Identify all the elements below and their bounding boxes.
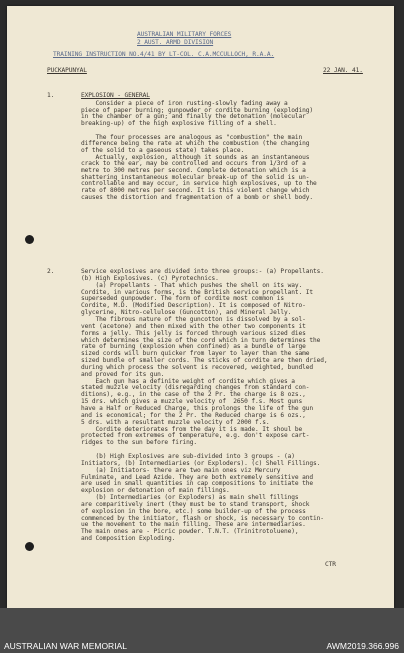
text-line: have a Half or Reduced Charge, this prolongs the life of the gun (81, 405, 314, 412)
text-line: during which process the solvent is recovered, weighted, bundled (81, 363, 314, 371)
text-line: commenced by the initiator, flash or shock, is necessary to contin- (81, 514, 324, 522)
header-line-2: 2 AUST. ARMD DIVISION (137, 39, 214, 46)
text-line: (b) High Explosives. (c) Pyrotechnics. (81, 274, 219, 282)
date: 22 JAN. 41. (323, 67, 363, 74)
text-line: and is economical; for the 2 Pr. the Reduced charge is 6 ozs., (81, 411, 306, 419)
text-line: are used in small quantities in cap compositions to initiate the (81, 480, 314, 488)
text-line: and Composition Exploding. (81, 535, 176, 543)
subject-line: TRAINING INSTRUCTION NO.4/41 BY LT-COL. C.A.MCCULLOCH, R.A.A. (53, 51, 275, 58)
text-line: protected from extremes of temperature, e.g. don't expose cart- (81, 432, 310, 440)
text-line: difference being the rate at which the combustion (the changing (81, 140, 310, 148)
accession-number: AWM2019.366.996 (326, 641, 399, 651)
text-line: and proved for its gun. (81, 370, 165, 378)
text-line: 5 drs. with a resultant muzzle velocity of 2000 f.s. (81, 418, 270, 426)
text-line: Service explosives are divided into three groups:- (a) Propellants. (81, 268, 324, 275)
text-line: causes the distortion and fragmentation of a bomb or shell body. (81, 193, 314, 201)
text-line: of explosion in the bore, etc.) some builder-up of the process (81, 507, 306, 515)
text-line: (b) High Explosives are sub-divided into 3 groups - (a) (81, 452, 295, 460)
punch-hole (25, 235, 34, 244)
text-line: controllable and may occur, in service high explosives, up to the (81, 180, 317, 188)
text-line: explosion or detonation of main fillings. (81, 487, 230, 495)
text-line: (a) Propellants - That which pushes the shell on its way. (81, 281, 303, 289)
text-line: of the solid to a gaseous state) takes place. (81, 146, 245, 154)
text-line: (a) Initiators- there are two main ones viz Mercury (81, 466, 281, 474)
text-line: shattering instantaneous molecular break-up of the solid is un- (81, 173, 310, 181)
text-line: crack to the ear, may be controlled and occurs from 1/3rd of a (81, 160, 306, 168)
text-line: piece of paper burning; gunpowder or cordite burning (exploding) (81, 106, 314, 114)
page-mark: CTR (325, 561, 336, 568)
punch-hole (25, 542, 34, 551)
text-line: Consider a piece of iron rusting-slowly fading away a (81, 100, 288, 107)
text-line: in the chamber of a gun; and finally the detonation (molecular (81, 113, 306, 121)
text-line: 15 drs. which gives a muzzle velocity of 2650 f.s. Most guns (81, 398, 303, 406)
text-line: Cordite deteriorates from the day it is made. It shoul be (81, 425, 303, 433)
text-line: breaking-up) of the high explosive filling of a shell. (81, 120, 277, 128)
text-line: metre to 300 metres per second. Complete detonation which is a (81, 167, 306, 174)
text-line: ridges to the sun before firing. (81, 439, 198, 447)
place: PUCKAPUNYAL (47, 67, 87, 74)
text-line: Each gun has a definite weight of cordite which gives a (81, 377, 295, 385)
text-line: rate of 8000 metres per second. It is this violent change which (81, 187, 310, 195)
text-line: superseded gunpowder. The form of cordite most common is (81, 295, 285, 303)
text-line: The four processes are analogous as "combustion" the main (81, 133, 303, 141)
text-line: Cordite, M.D. (Modified Description). It is composed of Nitro- (81, 302, 306, 310)
text-line: ue the movement to the main filling. These are intermediaries. (81, 521, 306, 529)
institution-label: AUSTRALIAN WAR MEMORIAL (4, 641, 127, 651)
text-line: The fibrous nature of the guncotton is dissolved by a sol- (81, 315, 306, 323)
text-line: which determines the size of the cord which in turn determines the (81, 336, 321, 344)
document-page (7, 6, 394, 608)
archive-footer (0, 608, 404, 653)
text-line: The main ones are - Picric powder. T.N.T. (Trinitrotoluene), (81, 528, 299, 536)
text-line: Initiators, (b) Intermediaries (or Exploders). (c) Shell Fillings. (81, 459, 321, 467)
section-number: 1. (47, 92, 55, 99)
text-line: rate of burning (explosion when confined) as a bundle of large (81, 343, 306, 351)
text-line: Fulminate, and Lead Azide. They are both extremely sensitive and (81, 473, 314, 481)
section-number: 2. (47, 268, 55, 275)
text-line: sized cords will burn quicker from layer to layer than the same (81, 350, 310, 358)
text-line: forms a jelly. This jelly is forced through various sized dies (81, 329, 306, 337)
header-line-1: AUSTRALIAN MILITARY FORCES (137, 31, 232, 38)
text-line: stated muzzle velocity (disregarding changes from standard con- (81, 384, 310, 392)
text-line: Cordite, in various forms, is the British service propellant. It (81, 288, 314, 296)
text-line: sized bundle of smaller cords. The sticks of cordite are then dried, (81, 357, 328, 365)
text-line: are comparitively inert (they must be to stand transport, shock (81, 500, 310, 508)
text-line: ditions), e.g., in the case of the 2 Pr. the charge is 8 ozs., (81, 391, 306, 399)
text-line: (b) Intermediaries (or Exploders) as main shell fillings (81, 494, 299, 502)
text-line: vent (acetone) and then mixed with the other two components it (81, 322, 306, 330)
section-heading: EXPLOSION - GENERAL (81, 92, 150, 99)
text-line: glycerine, Nitro-cellulose (Guncotton), and Mineral Jelly. (81, 309, 292, 317)
text-line: Actually, explosion, although it sounds as an instantaneous (81, 153, 310, 161)
